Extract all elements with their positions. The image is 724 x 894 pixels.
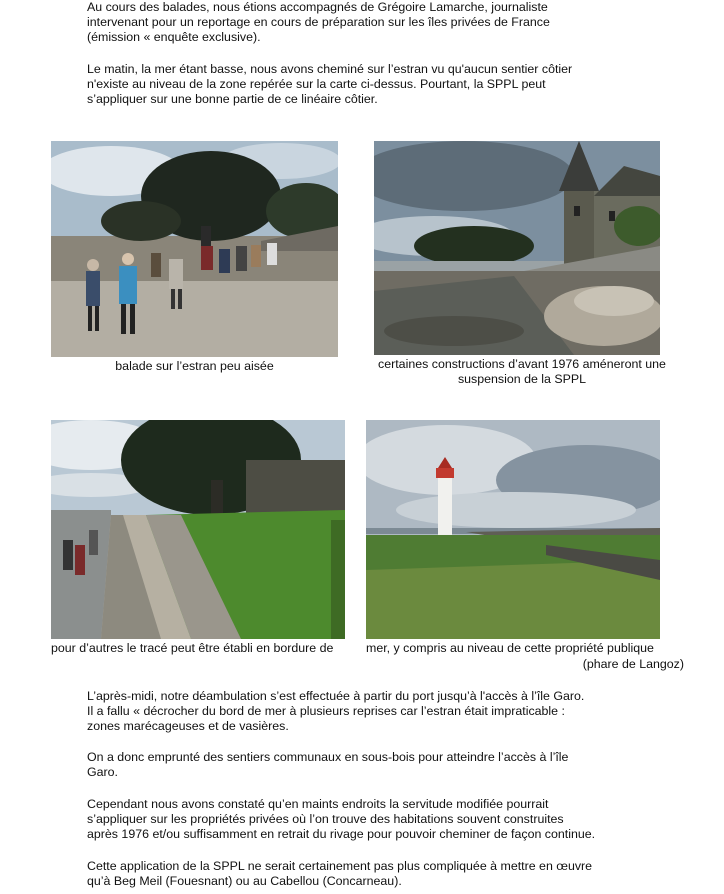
text-line: Le matin, la mer étant basse, nous avons cheminé sur l’estran vu qu'aucun sentier côtier (87, 62, 573, 76)
text-line: n'existe au niveau de la zone repérée sur la carte ci-dessus. Pourtant, la SPPL peut (87, 77, 546, 91)
photo-1-caption: balade sur l’estran peu aisée (115, 359, 274, 373)
text-line: s’appliquer sur une bonne partie de ce linéaire côtier. (87, 92, 378, 106)
caption-line: certaines constructions d’avant 1976 améneront une (378, 357, 666, 371)
photo-2-caption (360, 357, 684, 387)
photo-lighthouse-langoz (366, 420, 660, 639)
text-line: Garo. (87, 765, 118, 779)
text-line: Cependant nous avons constaté qu’en maints endroits la servitude modifiée pourrait (87, 797, 549, 811)
text-line: Au cours des balades, nous étions accompagnés de Grégoire Lamarche, journaliste (87, 0, 548, 14)
text-line: (émission « enquête exclusive). (87, 30, 261, 44)
sppl-application-paragraph (87, 859, 687, 889)
text-line: intervenant pour un reportage en cours de préparation sur les îles privées de France (87, 15, 550, 29)
communal-paths-paragraph (87, 750, 687, 780)
text-line: Il a fallu « décrocher du bord de mer à plusieurs reprises car l’estran était impraticable : (87, 704, 565, 718)
servitude-paragraph (87, 797, 687, 842)
intro-paragraph-1 (87, 0, 687, 45)
photo-old-house-shore (374, 141, 660, 355)
text-line: L’après-midi, notre déambulation s’est effectuée à partir du port jusqu’à l'accès à l’île Garo. (87, 689, 585, 703)
caption-line: suspension de la SPPL (457, 372, 587, 386)
intro-paragraph-2 (87, 62, 687, 107)
text-line: Cette application de la SPPL ne serait certainement pas plus compliquée à mettre en œuvre (87, 859, 593, 873)
text-line: zones marécageuses et de vasières. (87, 719, 289, 733)
photo-4-caption-line-2: (phare de Langoz) (582, 657, 684, 671)
text-line: après 1976 et/ou suffisamment en retrait du rivage pour pouvoir cheminer de façon continue. (87, 827, 596, 841)
afternoon-paragraph (87, 689, 687, 734)
photo-4-caption: mer, y compris au niveau de cette propriété publique (366, 641, 654, 655)
text-line: s’appliquer sur les propriétés privées où l’on trouve des habitations souvent construites (87, 812, 564, 826)
photo-walkers-foreshore (51, 141, 338, 357)
photo-3-caption: pour d’autres le tracé peut être établi en bordure de (51, 641, 334, 655)
photo-seawall-path (51, 420, 345, 639)
text-line: qu’à Beg Meil (Fouesnant) ou au Cabellou (Concarneau). (87, 874, 402, 888)
text-line: On a donc emprunté des sentiers communaux en sous-bois pour atteindre l’accès à l’île (87, 750, 569, 764)
